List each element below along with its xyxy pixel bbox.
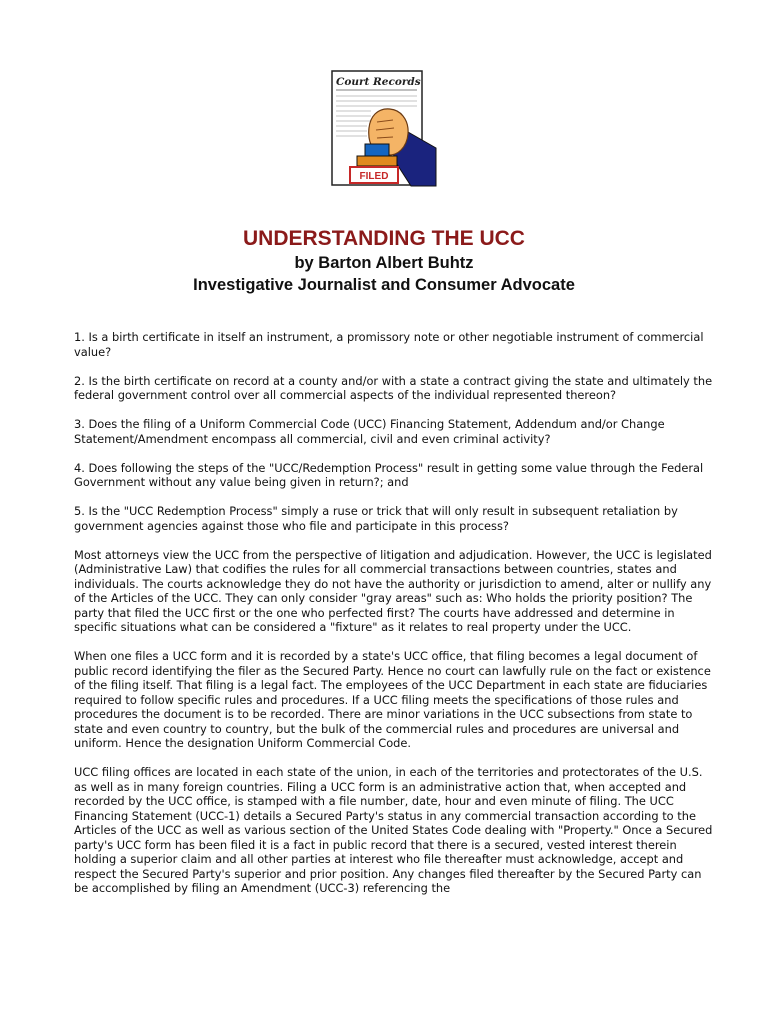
article-body bbox=[74, 330, 714, 910]
court-records-logo bbox=[331, 70, 437, 188]
question-3: 3. Does the filing of a Uniform Commercial Code (UCC) Financing Statement, Addendum and/or Change Statement/Amendment encompass all commercial, civil and even criminal activity? bbox=[74, 417, 665, 446]
author-role: Investigative Journalist and Consumer Advocate bbox=[193, 276, 575, 294]
paragraph-attorneys: Most attorneys view the UCC from the perspective of litigation and adjudication. However, the UCC is legislated (Administrative Law) that codifies the rules for all commercial transactions between countries, states and individuals. The courts acknowledge they do not have the authority or jurisdiction to amend, alter or nullify any of the Articles of the UCC. They can only consider "gray areas" such as: Who holds the priority position? The party that filed the UCC first or the one who perfected first? The courts have addressed and determine in specific situations what can be considered a "fixture" as it relates to real property under the UCC. bbox=[74, 547, 712, 634]
question-1: 1. Is a birth certificate in itself an instrument, a promissory note or other negotiable instrument of commercial value? bbox=[74, 330, 704, 359]
title-block bbox=[0, 226, 768, 296]
question-5: 5. Is the "UCC Redemption Process" simply a ruse or trick that will only result in subsequent retaliation by government agencies against those who file and participate in this process? bbox=[74, 504, 678, 533]
logo-header-text: Court Records bbox=[336, 76, 421, 88]
question-2: 2. Is the birth certificate on record at a county and/or with a state a contract giving the state and ultimately the federal government control over all commercial aspects of the individual represented thereon? bbox=[74, 373, 713, 402]
logo-stamp-text: FILED bbox=[359, 171, 389, 182]
paragraph-offices: UCC filing offices are located in each state of the union, in each of the territories and protectorates of the U.S. as well as in many foreign countries. Filing a UCC form is an administrative action that, when accepted and recorded by the UCC office, is stamped with a file number, date, hour and even minute of filing. The UCC Financing Statement (UCC-1) details a Secured Party's status in any commercial transaction according to the Articles of the UCC as well as various section of the United States Code dealing with "Property." Once a Secured party's UCC form has been filed it is a fact in public record that there is a secured, vested interest therein holding a superior claim and all other parties at interest who file thereafter must acknowledge, accept and respect the Secured Party's superior and prior position. Any changes filed thereafter by the Secured Party can be accomplished by filing an Amendment (UCC-3) referencing the bbox=[74, 765, 713, 895]
paragraph-filing: When one files a UCC form and it is recorded by a state's UCC office, that filing becomes a legal document of public record identifying the filer as the Secured Party. Hence no court can lawfully rule on the fact or existence of the filing itself. That filing is a legal fact. The employees of the UCC Department in each state are fiduciaries required to follow specific rules and procedures. If a UCC filing meets the specifications of those rules and procedures the document is to be recorded. There are minor variations in the UCC subsections from state to state and even country to country, but the bulk of the commercial rules and procedures are universal and uniform. Hence the designation Uniform Commercial Code. bbox=[74, 649, 711, 750]
question-4: 4. Does following the steps of the "UCC/Redemption Process" result in getting some value through the Federal Government without any value being given in return?; and bbox=[74, 460, 704, 489]
page-title: UNDERSTANDING THE UCC bbox=[243, 227, 525, 250]
author-byline: by Barton Albert Buhtz bbox=[294, 254, 474, 272]
court-records-image bbox=[331, 70, 437, 188]
